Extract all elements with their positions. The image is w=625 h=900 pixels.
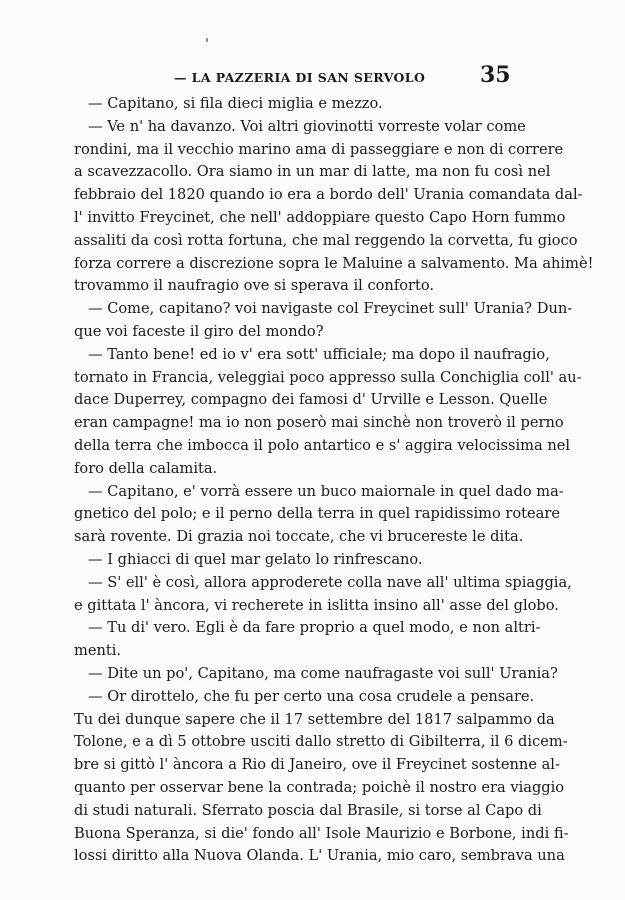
text-line: di studi naturali. Sferrato poscia dal Brasile, si torse al Capo di	[74, 801, 542, 819]
text-line: Tolone, e a dì 5 ottobre usciti dallo stretto di Gibilterra, il 6 dicem-	[74, 733, 568, 751]
text-line: sarà rovente. Di grazia noi toccate, che vi brucereste le dita.	[74, 528, 524, 546]
text-line: quanto per osservar bene la contrada; poichè il nostro era viaggio	[74, 778, 565, 796]
text-line: — Ve n' ha davanzo. Voi altri giovinotti vorreste volar come	[88, 117, 526, 135]
text-line: e gittata l' àncora, vi recherete in islitta insino all' asse del globo.	[74, 596, 559, 614]
text-line: tornato in Francia, veleggiai poco appresso sulla Conchiglia coll' au-	[74, 368, 582, 386]
text-line: Buona Speranza, si die' fondo all' Isole Maurizio e Borbone, indi fi-	[74, 824, 569, 842]
text-line: trovammo il naufragio ove si sperava il conforto.	[74, 277, 435, 295]
text-line: l' invitto Freycinet, che nell' addoppiare questo Capo Horn fummo	[74, 208, 566, 226]
text-line: Tu dei dunque sapere che il 17 settembre del 1817 salpammo da	[74, 710, 555, 728]
text-line: — Tu di' vero. Egli è da fare proprio a quel modo, e non altri-	[88, 619, 541, 637]
text-line: que voi faceste il giro del mondo?	[74, 322, 324, 340]
text-line: bre si gittò l' àncora a Rio di Janeiro, ove il Freycinet sostenne al-	[74, 756, 560, 774]
text-line: menti.	[74, 642, 122, 660]
text-line: foro della calamita.	[74, 459, 218, 477]
text-line: — I ghiacci di quel mar gelato lo rinfrescano.	[88, 550, 423, 568]
text-line: forza correre a discrezione sopra le Maluine a salvamento. Ma ahimè!	[74, 254, 594, 272]
running-head: — LA PAZZERIA DI SAN SERVOLO	[174, 70, 426, 85]
text-line: — Capitano, e' vorrà essere un buco maiornale in quel dado ma-	[88, 482, 564, 500]
text-line: dace Duperrey, compagno dei famosi d' Urville e Lesson. Quelle	[74, 391, 548, 409]
text-line: — Capitano, si fila dieci miglia e mezzo.	[88, 95, 383, 112]
text-line: assaliti da così rotta fortuna, che mal reggendo la corvetta, fu gioco	[74, 231, 578, 249]
text-line: — Dite un po', Capitano, ma come naufragaste voi sull' Urania?	[88, 664, 558, 682]
text-line: della terra che imbocca il polo antartico e s' aggira velocissima nel	[74, 436, 571, 454]
text-line: lossi diritto alla Nuova Olanda. L' Urania, mio caro, sembrava una	[74, 847, 565, 865]
text-line: eran campagne! ma io non poserò mai sinchè non troverò il perno	[74, 414, 564, 432]
text-line: — S' ell' è così, allora approderete colla nave all' ultima spiaggia,	[88, 573, 572, 591]
text-line: — Come, capitano? voi navigaste col Freycinet sull' Urania? Dun-	[88, 300, 573, 318]
paper-speck	[206, 38, 208, 42]
page-number: 35	[480, 62, 511, 88]
text-line: gnetico del polo; e il perno della terra in quel rapidissimo roteare	[74, 505, 560, 523]
text-line: a scavezzacollo. Ora siamo in un mar di latte, ma non fu così nel	[74, 163, 551, 181]
text-line: febbraio del 1820 quando io era a bordo dell' Urania comandata dal-	[74, 186, 583, 204]
text-line: — Or dirottelo, che fu per certo una cosa crudele a pensare.	[88, 687, 535, 705]
text-line: — Tanto bene! ed io v' era sott' ufficiale; ma dopo il naufragio,	[88, 345, 550, 363]
text-line: rondini, ma il vecchio marino ama di passeggiare e non di correre	[74, 140, 564, 158]
body-text	[74, 93, 594, 868]
